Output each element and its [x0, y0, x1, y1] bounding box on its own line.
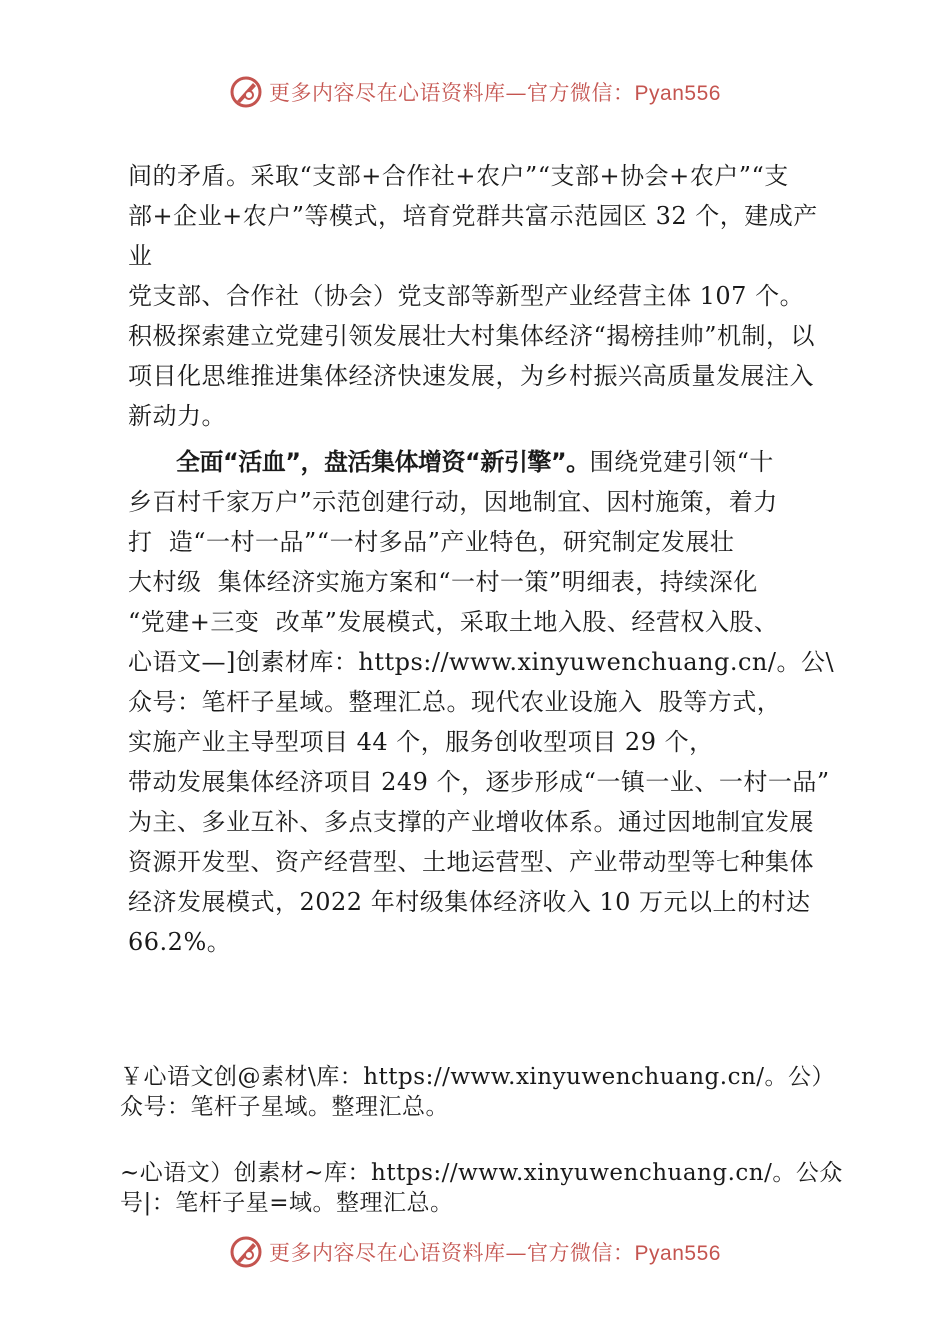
header-banner — [0, 72, 950, 112]
section-heading: 全面“活血”，盘活集体增资“新引擎”。 — [176, 448, 590, 476]
footer-note-line: ￥心语文创@素材\库：https://www.xinyuwenchuang.cn/。公） — [120, 1064, 836, 1090]
wechat-id: Pyan556 — [634, 82, 721, 105]
paragraph-line: 资源开发型、资产经营型、土地运营型、产业带动型等七种集体 — [128, 848, 814, 876]
footer-note-line: ~心语文）创素材~库：https://www.xinyuwenchuang.cn/。公众 — [120, 1160, 843, 1186]
document-body — [128, 156, 835, 962]
banner-text: 更多内容尽在心语资料库—官方微信：Pyan556 — [269, 81, 721, 105]
paragraph-line: 实施产业主导型项目 44 个，服务创收型项目 29 个， — [128, 728, 714, 756]
section-heading-line — [128, 442, 828, 482]
paragraph-line: “党建+三变 改革”发展模式，采取土地入股、经营权入股、 — [128, 608, 779, 636]
footer-note — [120, 1062, 840, 1122]
paragraph-line: 新动力。 — [128, 402, 226, 430]
paragraph-line: 业 — [128, 242, 153, 270]
paragraph-line: 党支部、合作社（协会）党支部等新型产业经营主体 107 个。 — [128, 282, 805, 310]
quill-seal-icon — [229, 1235, 263, 1269]
paragraph-line: 66.2%。 — [128, 928, 232, 956]
paragraph-line: 心语文—]创素材库：https://www.xinyuwenchuang.cn/。公\ — [128, 648, 835, 676]
paragraph-line: 大村级 集体经济实施方案和“一村一策”明细表，持续深化 — [128, 568, 758, 596]
footer-note — [120, 1158, 843, 1218]
paragraph-line: 项目化思维推进集体经济快速发展，为乡村振兴高质量发展注入 — [128, 362, 814, 390]
paragraph-line: 打 造“一村一品”“一村多品”产业特色，研究制定发展壮 — [128, 528, 735, 556]
banner-text: 更多内容尽在心语资料库—官方微信：Pyan556 — [269, 1241, 721, 1265]
paragraph-line: 积极探索建立党建引领发展壮大村集体经济“揭榜挂帅”机制，以 — [128, 322, 816, 350]
paragraph-line: 众号：笔杆子星域。整理汇总。现代农业设施入 股等方式， — [128, 688, 782, 716]
quill-seal-icon — [229, 75, 263, 109]
wechat-id: Pyan556 — [634, 1242, 721, 1265]
paragraph-line: 间的矛盾。采取“支部+合作社+农户”“支部+协会+农户”“支 — [128, 162, 789, 190]
paragraph-line: 为主、多业互补、多点支撑的产业增收体系。通过因地制宜发展 — [128, 808, 814, 836]
section-heading-rest: 围绕党建引领“十 — [589, 448, 774, 476]
footer-note-line: 众号：笔杆子星域。整理汇总。 — [120, 1094, 449, 1120]
paragraph-line: 经济发展模式，2022 年村级集体经济收入 10 万元以上的村达 — [128, 888, 811, 916]
paragraph-line: 部+企业+农户”等模式，培育党群共富示范园区 32 个，建成产 — [128, 202, 818, 230]
footer-banner — [0, 1232, 950, 1272]
footer-note-line: 号|：笔杆子星=域。整理汇总。 — [120, 1190, 454, 1216]
paragraph-line: 乡百村千家万户”示范创建行动，因地制宜、因村施策，着力 — [128, 488, 778, 516]
paragraph-line: 带动发展集体经济项目 249 个，逐步形成“一镇一业、一村一品” — [128, 768, 830, 796]
